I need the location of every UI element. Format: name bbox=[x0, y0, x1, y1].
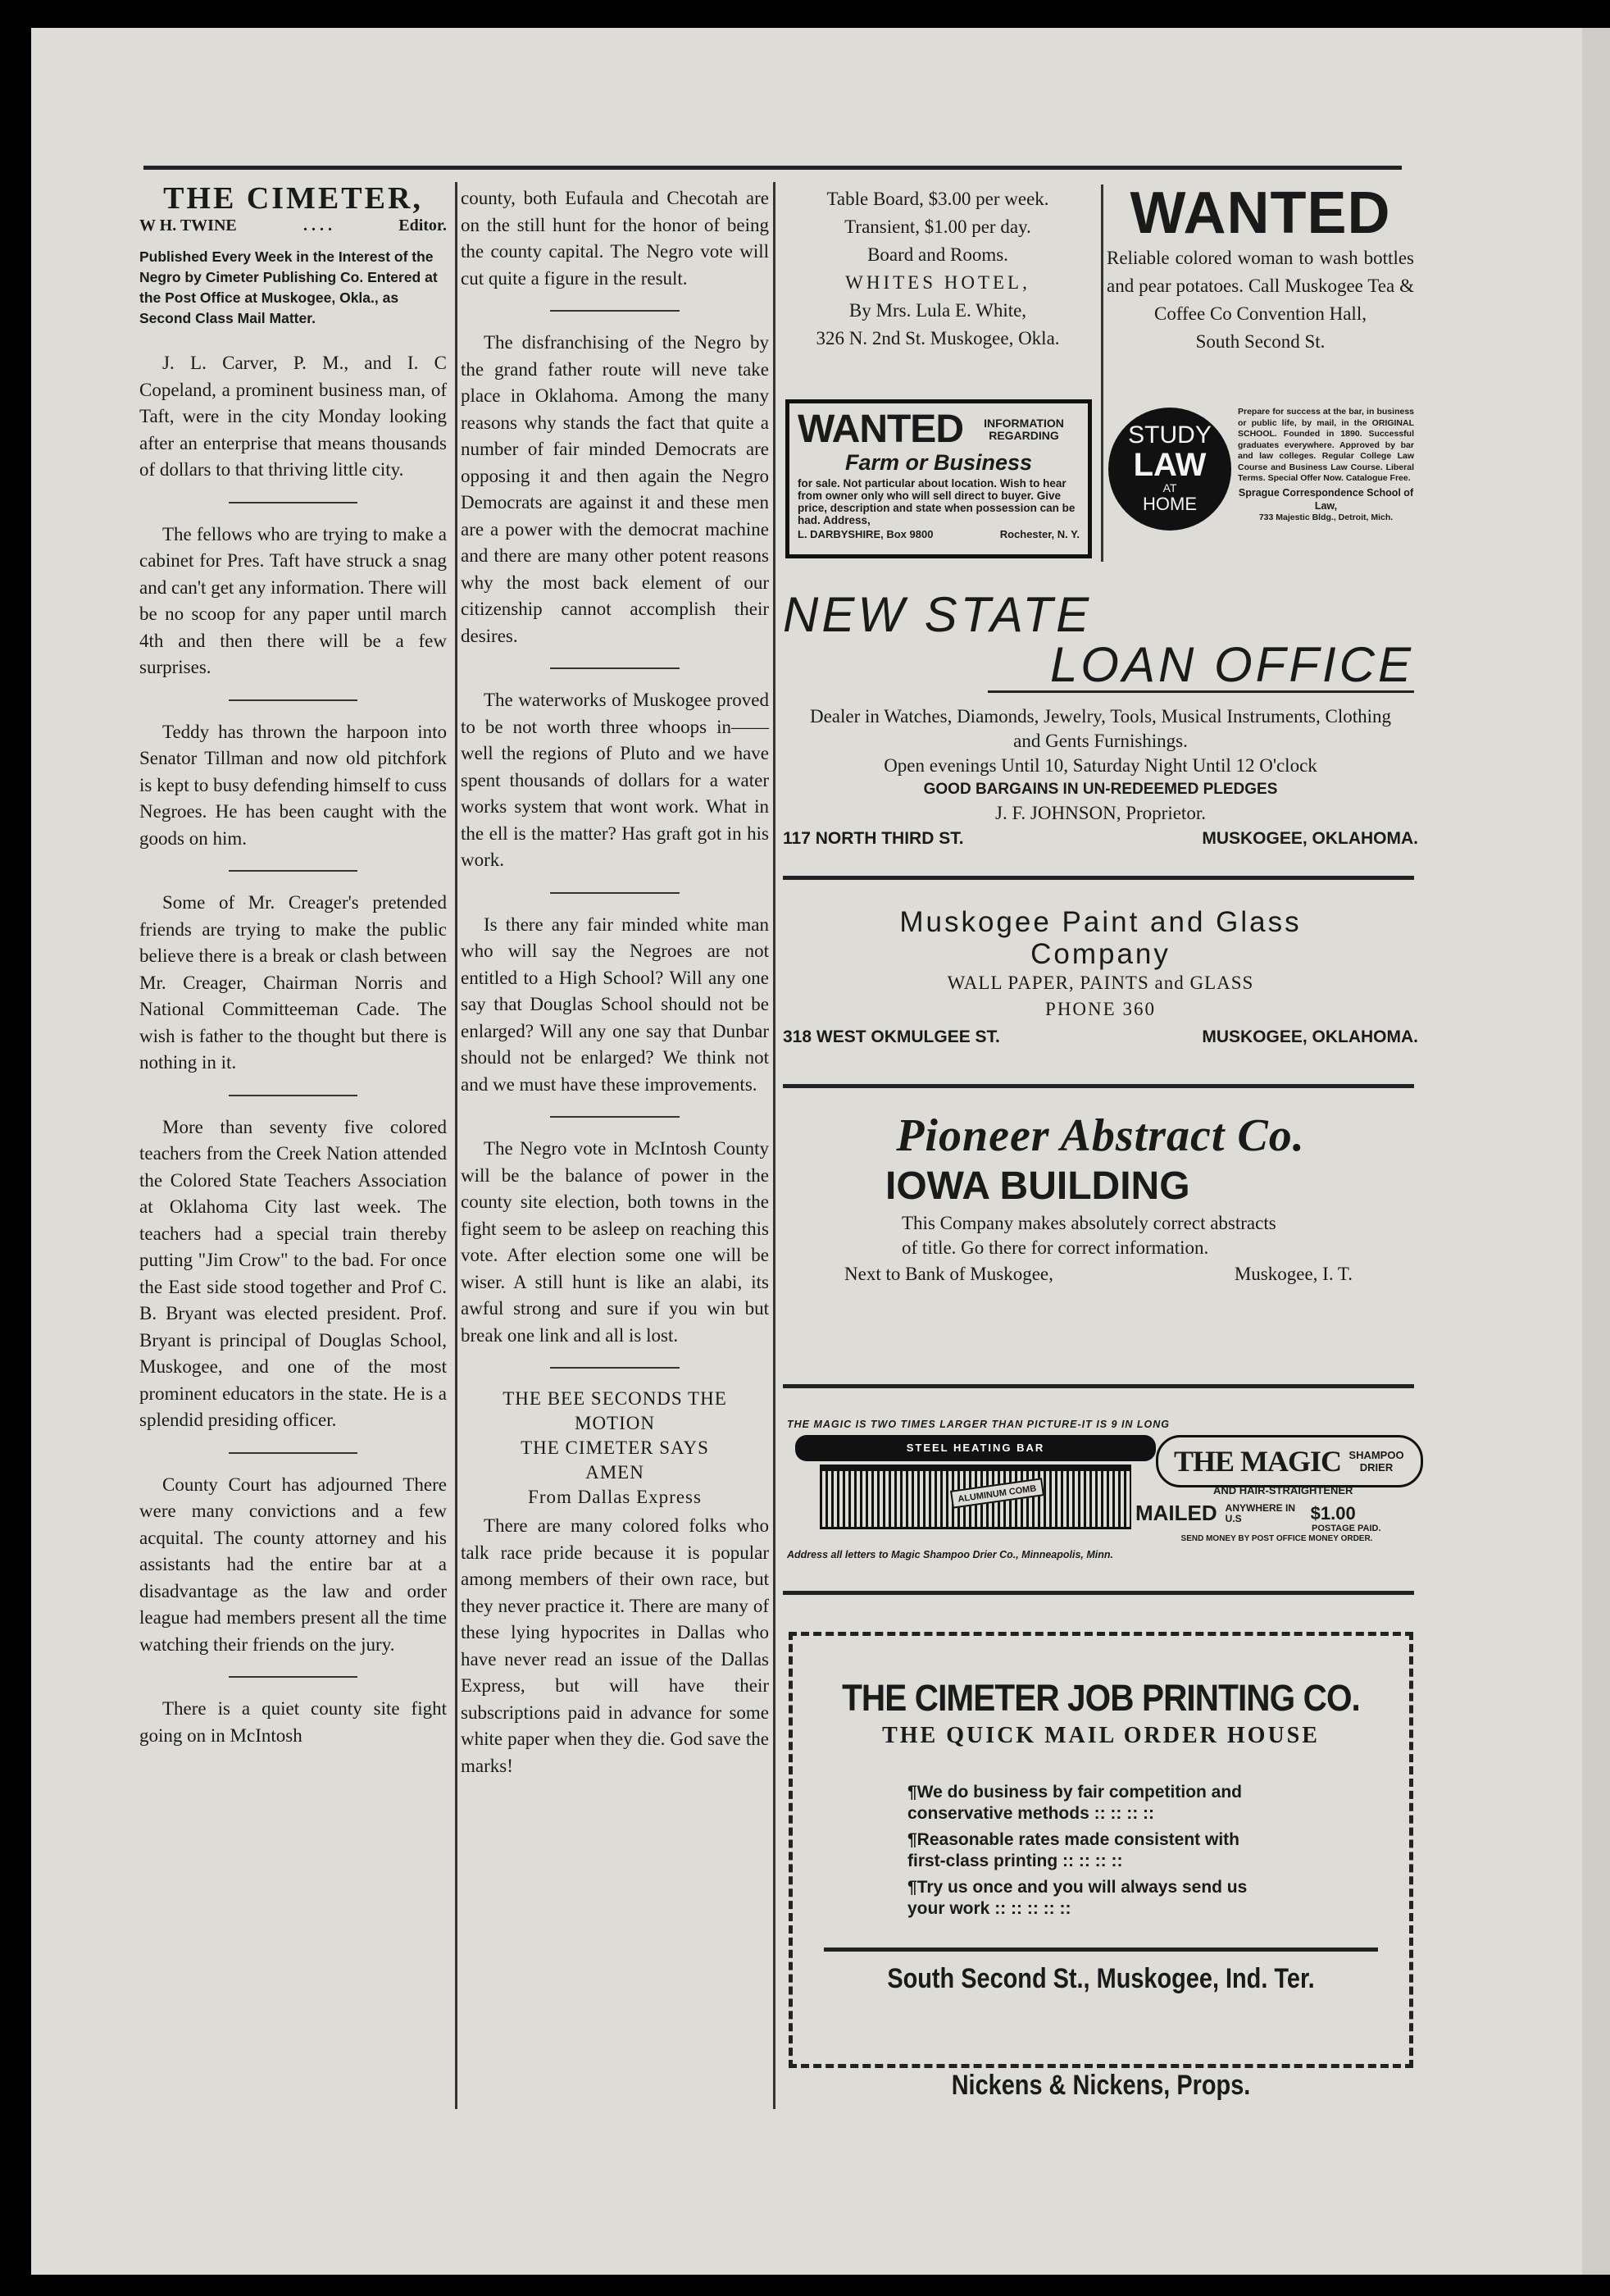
magic-title-oval bbox=[1156, 1435, 1423, 1487]
column-rule-1 bbox=[455, 182, 457, 2109]
headline-line: THE CIMETER SAYS bbox=[521, 1437, 709, 1458]
paint-glass-address bbox=[783, 1023, 1418, 1052]
magic-drier: SHAMPOO DRIER bbox=[1348, 1449, 1404, 1474]
article: There are many colored folks who talk race pride because it is popular among members of their own race, but they never practice it. There are many of these lying hypocrites in Dallas who have never read an issue of the Dallas Express, but will have their subscriptions paid in advance for some white paper when they die. God save the marks! bbox=[461, 1515, 769, 1776]
loan-office-line4: J. F. JOHNSON, Proprietor. bbox=[995, 803, 1206, 823]
paint-glass-line2: PHONE 360 bbox=[1045, 999, 1156, 1019]
study-law-school: Sprague Correspondence School of Law, bbox=[1238, 486, 1414, 512]
wanted-woman-address: South Second St. bbox=[1195, 331, 1326, 352]
separator bbox=[550, 1116, 680, 1118]
job-printing-bullets bbox=[907, 1782, 1260, 1920]
job-printing-address: South Second St., Muskogee, Ind. Ter. bbox=[887, 1963, 1315, 1994]
separator bbox=[550, 1367, 680, 1369]
job-printing-subtitle: THE QUICK MAIL ORDER HOUSE bbox=[882, 1723, 1320, 1748]
article: More than seventy five colored teachers from the Creek Nation attended the Colored State Teachers Association at Oklahoma City last week. The teachers had a special train thereby putting "Jim Crow" to the bad. For once the East side stood together and Prof C. B. Bryant was elected president. Prof. Bryant is principal of Douglas School, Muskogee, and one of the most prominent educators in the state. He is a splendid presiding officer. bbox=[139, 1116, 447, 1430]
job-printing-title: THE CIMETER JOB PRINTING CO. bbox=[842, 1677, 1360, 1719]
masthead-title: THE CIMETER, bbox=[163, 181, 423, 216]
separator bbox=[229, 1452, 358, 1454]
wanted-farm-ad bbox=[785, 399, 1092, 558]
separator bbox=[229, 870, 358, 872]
article: Teddy has thrown the harpoon into Senator Tillman and now old pitchfork is kept to busy defending himself to cuss Negroes. He has been caught with the goods on him. bbox=[139, 721, 447, 849]
separator bbox=[550, 310, 680, 312]
hotel-name: WHITES HOTEL, bbox=[845, 272, 1030, 293]
wanted-farm-city: Rochester, N. Y. bbox=[999, 528, 1080, 540]
paint-glass-title2: Company bbox=[1030, 938, 1171, 970]
article: There is a quiet county site fight going on in McIntosh bbox=[139, 1698, 447, 1746]
magic-address-note: Address all letters to Magic Shampoo Drier Co., Minneapolis, Minn. bbox=[787, 1549, 1113, 1560]
column-rule-2 bbox=[773, 182, 775, 2109]
top-rule bbox=[143, 166, 1402, 170]
editor-label: Editor. bbox=[398, 216, 447, 235]
magic-mailed: MAILED bbox=[1135, 1501, 1217, 1525]
wanted-farm-header bbox=[789, 403, 1088, 452]
ad-divider bbox=[783, 1591, 1414, 1595]
abstract-location bbox=[844, 1260, 1353, 1288]
article: County Court has adjourned There were many convictions and a few acquital. The county attorney and his assistants had the entire bar at a disadvantage as the law and order league had members present all the time watching their friends on the jury. bbox=[139, 1474, 447, 1655]
magic-comb-label: ALUMINUM COMB bbox=[957, 1483, 1038, 1505]
loan-office-line3: GOOD BARGAINS IN UN-REDEEMED PLEDGES bbox=[923, 781, 1278, 798]
study-law-address: 733 Majestic Bldg., Detroit, Mich. bbox=[1258, 512, 1394, 522]
magic-bar-label: STEEL HEATING BAR bbox=[906, 1442, 1045, 1454]
wanted-farm-body: for sale. Not particular about location. Wish to hear from owner only who will sell direct to buyer. Give price, description and state when possession can be had. Address, bbox=[798, 477, 1076, 526]
wanted-farm-title: WANTED bbox=[798, 408, 963, 451]
headline-line: AMEN bbox=[585, 1462, 644, 1483]
paint-glass-line1: WALL PAPER, PAINTS and GLASS bbox=[947, 973, 1254, 993]
job-printing-props: Nickens & Nickens, Props. bbox=[951, 2070, 1251, 2101]
headline-line: THE BEE SECONDS THE bbox=[503, 1388, 727, 1409]
job-printing-bullet: ¶Try us once and you will always send us your work :: :: :: :: :: bbox=[907, 1878, 1248, 1918]
wanted-farm-info: INFORMATION REGARDING bbox=[984, 416, 1064, 442]
article: county, both Eufaula and Checotah are on the still hunt for the honor of being the county capital. The Negro vote will cut quite a figure in the result. bbox=[461, 188, 769, 289]
paint-glass-street: 318 WEST OKMULGEE ST. bbox=[783, 1027, 1000, 1046]
editor-dots: . . . . bbox=[303, 216, 332, 235]
magic-drier-ad bbox=[787, 1419, 1418, 1570]
column-1 bbox=[139, 181, 447, 1767]
loan-office-line1: Dealer in Watches, Diamonds, Jewelry, Tools, Musical Instruments, Clothing and Gents Furnishings. bbox=[809, 706, 1391, 751]
abstract-location-text: Next to Bank of Muskogee, bbox=[844, 1264, 1053, 1284]
publication-note: Published Every Week in the Interest of the Negro by Cimeter Publishing Co. Entered at the Post Office at Muskogee, Okla., as Second Class Mail Matter. bbox=[139, 248, 438, 326]
masthead-editor bbox=[139, 212, 447, 239]
loan-office-street: 117 NORTH THIRD ST. bbox=[783, 829, 964, 848]
magic-postage: POSTAGE PAID. bbox=[1312, 1524, 1381, 1533]
job-printing-rule bbox=[824, 1947, 1378, 1952]
article: J. L. Carver, P. M., and I. C Copeland, a prominent business man, of Taft, were in the city Monday looking after an enterprise that means thousands of dollars to that thriving little city. bbox=[139, 353, 447, 480]
paint-glass-city: MUSKOGEE, OKLAHOMA. bbox=[1202, 1027, 1418, 1046]
abstract-city: Muskogee, I. T. bbox=[1234, 1264, 1353, 1284]
magic-straightener: AND HAIR-STRAIGHTENER bbox=[1213, 1484, 1353, 1496]
wanted-farm-name: L. DARBYSHIRE, Box 9800 bbox=[798, 528, 934, 540]
wanted-woman-ad bbox=[1107, 182, 1414, 356]
study-law-text bbox=[1238, 407, 1414, 523]
loan-office-address bbox=[783, 826, 1418, 852]
job-printing-bullet: ¶Reasonable rates made consistent with first-class printing :: :: :: :: bbox=[907, 1830, 1239, 1870]
paint-glass-ad bbox=[783, 906, 1418, 1052]
abstract-title: Pioneer Abstract Co. bbox=[896, 1110, 1305, 1161]
whites-hotel-ad bbox=[779, 185, 1097, 353]
magic-price: $1.00 bbox=[1310, 1502, 1356, 1524]
ad-divider bbox=[783, 1384, 1414, 1388]
abstract-subtitle: IOWA BUILDING bbox=[885, 1164, 1190, 1208]
hotel-line: 326 N. 2nd St. Muskogee, Okla. bbox=[816, 328, 1060, 348]
wanted-farm-subtitle: Farm or Business bbox=[844, 450, 1033, 475]
magic-title: THE MAGIC bbox=[1173, 1445, 1341, 1478]
article: The waterworks of Muskogee proved to be not worth three whoops in——well the regions of Pluto and we have spent thousands of dollars for a water works system that wont work. What in the ell is the matter? Has graft got in his work. bbox=[461, 690, 769, 870]
study-law-emblem bbox=[1108, 408, 1231, 531]
article: The Negro vote in McIntosh County will be the balance of power in the county site election, both towns in the fight seem to be asleep on reaching this vote. After election some one will be wiser. A still hunt is like an alabi, its awful strong and sure if you win but break one link and all is lost. bbox=[461, 1138, 769, 1346]
magic-anywhere: ANYWHERE IN U.S bbox=[1225, 1501, 1296, 1524]
page-edge bbox=[1582, 28, 1610, 2275]
headline-line: MOTION bbox=[575, 1413, 655, 1433]
article: Some of Mr. Creager's pretended friends are trying to make the public believe there is a break or clash between Mr. Creager, Chairman Norris and National Committeeman Cade. The wish is father to the thought but there is nothing in it. bbox=[139, 892, 447, 1073]
article: The disfranchising of the Negro by the grand father route will neve take place in Oklahoma. Among the many reasons why stands the fact that quite a number of fair minded Democrats are opposing it and then again the Negro Democrats are against it and these men are a power with the democrat machine and there are many other potent reasons why the most back element of our citizenship cannot accomplish their desires. bbox=[461, 332, 769, 646]
job-printing-ad bbox=[789, 1632, 1413, 2068]
editor-name: W H. TWINE bbox=[139, 216, 237, 235]
study-law-line: STUDY bbox=[1128, 421, 1212, 449]
magic-heating-bar bbox=[795, 1435, 1156, 1461]
separator bbox=[550, 667, 680, 669]
wanted-farm-address bbox=[789, 528, 1088, 540]
ad-divider bbox=[783, 876, 1414, 880]
abstract-body: This Company makes absolutely correct abstracts of title. Go there for correct information. bbox=[902, 1213, 1276, 1258]
study-law-line: LAW bbox=[1133, 447, 1207, 483]
magic-mail-row bbox=[1135, 1501, 1418, 1526]
ad-rule-vertical bbox=[1101, 184, 1103, 562]
separator bbox=[229, 1676, 358, 1678]
loan-office-title1: NEW STATE bbox=[783, 587, 1093, 642]
magic-top-note: THE MAGIC IS TWO TIMES LARGER THAN PICTURE-IT IS 9 IN LONG bbox=[787, 1419, 1171, 1430]
hotel-line: By Mrs. Lula E. White, bbox=[848, 300, 1027, 321]
study-law-line: AT bbox=[1162, 481, 1177, 494]
loan-office-title2: LOAN OFFICE bbox=[988, 640, 1414, 693]
loan-office-city: MUSKOGEE, OKLAHOMA. bbox=[1202, 829, 1418, 848]
article: The fellows who are trying to make a cabinet for Pres. Taft have struck a snag and can't get any information. There will be no scoop for any paper until march 4th and then there will be a few surprises. bbox=[139, 523, 447, 677]
abstract-ad bbox=[783, 1109, 1418, 1288]
hotel-line: Table Board, $3.00 per week. bbox=[826, 189, 1049, 209]
wanted-woman-title: WANTED bbox=[1130, 180, 1391, 246]
separator bbox=[229, 1095, 358, 1096]
ad-divider bbox=[783, 1084, 1414, 1088]
job-printing-bullet: ¶We do business by fair competition and conservative methods :: :: :: :: bbox=[907, 1783, 1243, 1823]
separator bbox=[229, 699, 358, 701]
paint-glass-title1: Muskogee Paint and Glass bbox=[899, 906, 1302, 938]
hotel-line: Board and Rooms. bbox=[867, 244, 1008, 265]
separator bbox=[229, 502, 358, 503]
hotel-line: Transient, $1.00 per day. bbox=[844, 216, 1031, 237]
magic-money: SEND MONEY BY POST OFFICE MONEY ORDER. bbox=[1180, 1534, 1373, 1543]
wanted-woman-body: Reliable colored woman to wash bottles and pear potatoes. Call Muskogee Tea & Coffee Co Convention Hall, bbox=[1107, 248, 1414, 324]
study-law-line: HOME bbox=[1143, 494, 1197, 514]
article: Is there any fair minded white man who will say the Negroes are not entitled to a High School? Will any one say that Douglas School should not be enlarged? Will any one say that Dunbar should not be enlarged? We think not and we must have these improvements. bbox=[461, 913, 769, 1095]
column-2 bbox=[461, 185, 769, 1797]
separator bbox=[550, 892, 680, 894]
headline-source: From Dallas Express bbox=[528, 1487, 702, 1507]
loan-office-line2: Open evenings Until 10, Saturday Night Until 12 O'clock bbox=[884, 755, 1317, 776]
study-law-body: Prepare for success at the bar, in business or public life, by mail, in the ORIGINAL SCHOOL. Founded in 1890. Successful graduates everywhere. Approved by bar and law colleges. Regular College Law Course and Business Law Course. Liberal Terms. Special Offer Now. Catalogue Free. bbox=[1238, 407, 1414, 483]
loan-office-ad bbox=[783, 587, 1418, 852]
